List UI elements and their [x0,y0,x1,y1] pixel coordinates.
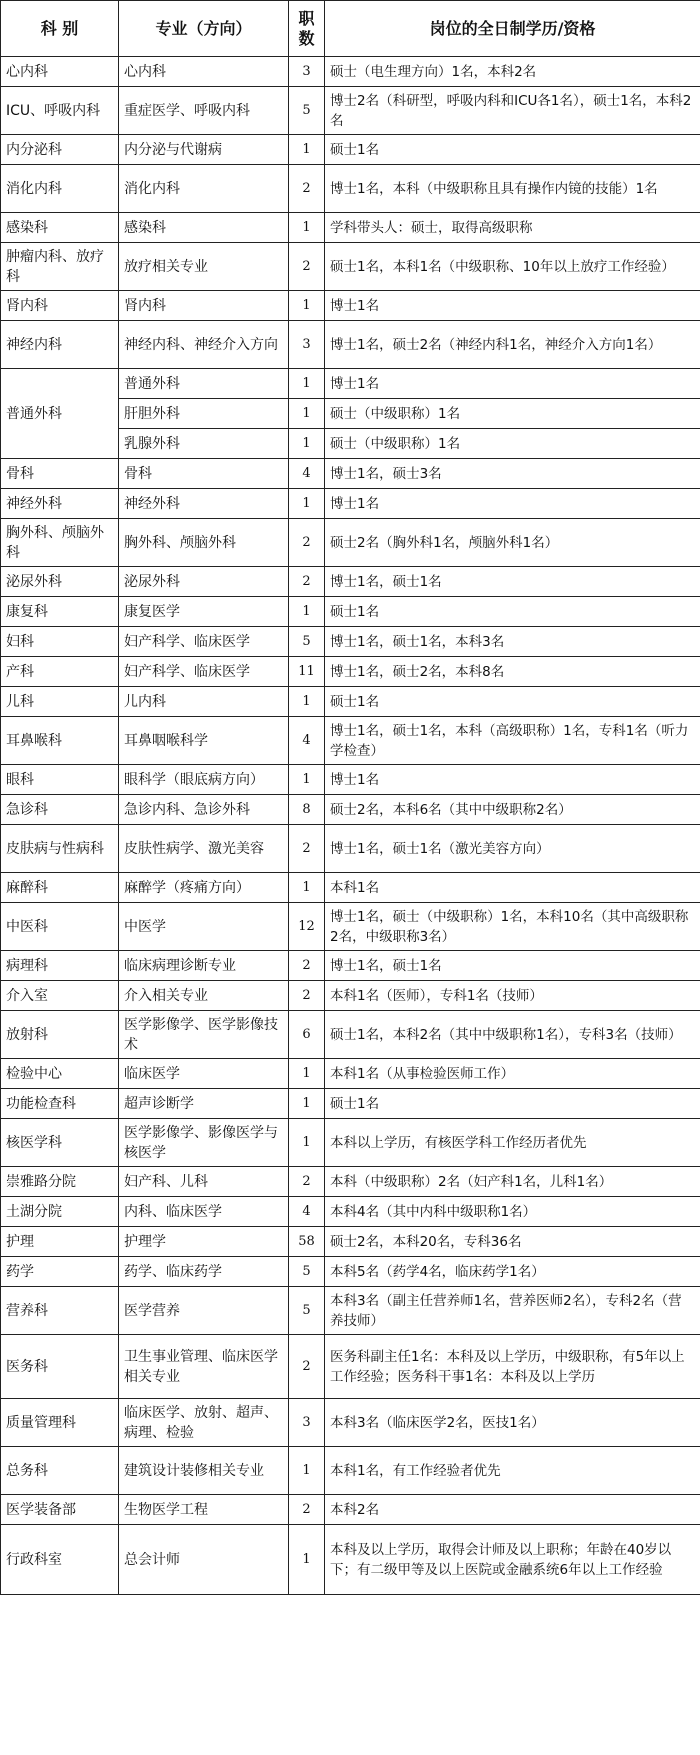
major-cell: 妇产科学、临床医学 [119,657,289,687]
major-cell: 感染科 [119,213,289,243]
dept-cell: 妇科 [1,627,119,657]
requirement-cell: 博士1名，硕士（中级职称）1名，本科10名（其中高级职称2名，中级职称3名） [325,903,700,951]
table-row [1,1011,700,1059]
count-cell: 1 [289,1089,325,1119]
dept-cell: 行政科室 [1,1525,119,1595]
dept-cell: 肾内科 [1,291,119,321]
dept-cell: 麻醉科 [1,873,119,903]
major-cell: 普通外科 [119,369,289,399]
table-row [1,519,700,567]
requirement-cell: 医务科副主任1名：本科及以上学历，中级职称，有5年以上工作经验；医务科干事1名：本科及以上学历 [325,1335,700,1399]
requirement-cell: 硕士2名，本科20名，专科36名 [325,1227,700,1257]
major-cell: 康复医学 [119,597,289,627]
count-cell: 5 [289,87,325,135]
dept-cell: 肿瘤内科、放疗科 [1,243,119,291]
major-cell: 卫生事业管理、临床医学相关专业 [119,1335,289,1399]
table-row [1,657,700,687]
requirement-cell: 博士1名，硕士2名，本科8名 [325,657,700,687]
count-cell: 1 [289,1525,325,1595]
count-cell: 5 [289,627,325,657]
header-count: 职数 [289,1,325,57]
table-row [1,873,700,903]
header-major: 专业（方向） [119,1,289,57]
dept-cell: 神经外科 [1,489,119,519]
dept-cell: 中医科 [1,903,119,951]
table-row [1,1447,700,1495]
dept-cell: 消化内科 [1,165,119,213]
table-row [1,597,700,627]
count-cell: 12 [289,903,325,951]
requirement-cell: 本科3名（临床医学2名，医技1名） [325,1399,700,1447]
count-cell: 2 [289,165,325,213]
count-cell: 2 [289,519,325,567]
dept-cell: 药学 [1,1257,119,1287]
table-row [1,1059,700,1089]
table-row [1,1089,700,1119]
requirement-cell: 硕士1名，本科2名（其中中级职称1名），专科3名（技师） [325,1011,700,1059]
requirement-cell: 博士1名，硕士1名，本科3名 [325,627,700,657]
dept-cell: 康复科 [1,597,119,627]
table-row [1,627,700,657]
table-row [1,321,700,369]
count-cell: 1 [289,213,325,243]
requirement-cell: 博士1名，本科（中级职称且具有操作内镜的技能）1名 [325,165,700,213]
table-row [1,795,700,825]
table-row [1,1335,700,1399]
dept-cell: 放射科 [1,1011,119,1059]
major-cell: 护理学 [119,1227,289,1257]
major-cell: 儿内科 [119,687,289,717]
dept-cell: 胸外科、颅脑外科 [1,519,119,567]
major-cell: 乳腺外科 [119,429,289,459]
major-cell: 眼科学（眼底病方向） [119,765,289,795]
table-row [1,1197,700,1227]
count-cell: 3 [289,321,325,369]
dept-cell: 营养科 [1,1287,119,1335]
dept-cell: 病理科 [1,951,119,981]
dept-cell: 神经内科 [1,321,119,369]
count-cell: 2 [289,981,325,1011]
count-cell: 3 [289,57,325,87]
table-row [1,1227,700,1257]
dept-cell: ICU、呼吸内科 [1,87,119,135]
requirement-cell: 博士1名 [325,765,700,795]
count-cell: 1 [289,765,325,795]
table-row [1,165,700,213]
major-cell: 耳鼻咽喉科学 [119,717,289,765]
requirement-cell: 博士1名 [325,489,700,519]
count-cell: 1 [289,135,325,165]
major-cell: 骨科 [119,459,289,489]
table-row [1,1399,700,1447]
major-cell: 心内科 [119,57,289,87]
count-cell: 5 [289,1287,325,1335]
dept-cell: 骨科 [1,459,119,489]
table-row [1,135,700,165]
table-row [1,687,700,717]
major-cell: 胸外科、颅脑外科 [119,519,289,567]
major-cell: 重症医学、呼吸内科 [119,87,289,135]
table-row [1,1167,700,1197]
dept-cell: 耳鼻喉科 [1,717,119,765]
requirement-cell: 博士1名，硕士2名（神经内科1名，神经介入方向1名） [325,321,700,369]
major-cell: 建筑设计装修相关专业 [119,1447,289,1495]
requirement-cell: 博士1名，硕士1名 [325,567,700,597]
count-cell: 1 [289,873,325,903]
table-row [1,825,700,873]
requirement-cell: 本科1名 [325,873,700,903]
count-cell: 1 [289,597,325,627]
dept-cell: 急诊科 [1,795,119,825]
count-cell: 1 [289,369,325,399]
major-cell: 泌尿外科 [119,567,289,597]
requirement-cell: 硕士1名 [325,135,700,165]
requirement-cell: 硕士（中级职称）1名 [325,429,700,459]
dept-cell: 总务科 [1,1447,119,1495]
dept-cell: 核医学科 [1,1119,119,1167]
requirement-cell: 博士1名 [325,291,700,321]
table-row [1,903,700,951]
requirement-cell: 博士1名 [325,369,700,399]
table-row [1,1119,700,1167]
dept-cell: 普通外科 [1,369,119,459]
requirement-cell: 硕士1名，本科1名（中级职称、10年以上放疗工作经验） [325,243,700,291]
table-row [1,1287,700,1335]
count-cell: 2 [289,1335,325,1399]
major-cell: 消化内科 [119,165,289,213]
count-cell: 11 [289,657,325,687]
dept-cell: 眼科 [1,765,119,795]
requirement-cell: 硕士（电生理方向）1名，本科2名 [325,57,700,87]
dept-cell: 医务科 [1,1335,119,1399]
count-cell: 1 [289,687,325,717]
requirement-cell: 博士1名，硕士1名，本科（高级职称）1名，专科1名（听力学检查） [325,717,700,765]
major-cell: 妇产科、儿科 [119,1167,289,1197]
count-cell: 1 [289,399,325,429]
count-cell: 4 [289,1197,325,1227]
table-row [1,717,700,765]
count-cell: 2 [289,243,325,291]
table-row [1,1525,700,1595]
requirement-cell: 本科（中级职称）2名（妇产科1名，儿科1名） [325,1167,700,1197]
table-row [1,57,700,87]
dept-cell: 感染科 [1,213,119,243]
major-cell: 内科、临床医学 [119,1197,289,1227]
header-dept: 科 别 [1,1,119,57]
major-cell: 临床医学、放射、超声、病理、检验 [119,1399,289,1447]
major-cell: 皮肤性病学、激光美容 [119,825,289,873]
count-cell: 58 [289,1227,325,1257]
requirement-cell: 博士2名（科研型，呼吸内科和ICU各1名），硕士1名，本科2名 [325,87,700,135]
dept-cell: 产科 [1,657,119,687]
major-cell: 中医学 [119,903,289,951]
table-row [1,981,700,1011]
dept-cell: 土湖分院 [1,1197,119,1227]
requirement-cell: 硕士（中级职称）1名 [325,399,700,429]
dept-cell: 护理 [1,1227,119,1257]
count-cell: 2 [289,1167,325,1197]
dept-cell: 检验中心 [1,1059,119,1089]
count-cell: 1 [289,429,325,459]
count-cell: 1 [289,1447,325,1495]
count-cell: 4 [289,459,325,489]
count-cell: 3 [289,1399,325,1447]
table-row [1,213,700,243]
count-cell: 1 [289,291,325,321]
count-cell: 8 [289,795,325,825]
table-row [1,243,700,291]
major-cell: 妇产科学、临床医学 [119,627,289,657]
requirement-cell: 本科1名（医师），专科1名（技师） [325,981,700,1011]
dept-cell: 功能检查科 [1,1089,119,1119]
requirement-cell: 学科带头人：硕士，取得高级职称 [325,213,700,243]
requirement-cell: 本科5名（药学4名，临床药学1名） [325,1257,700,1287]
requirement-cell: 本科3名（副主任营养师1名，营养医师2名），专科2名（营养技师） [325,1287,700,1335]
dept-cell: 崇雅路分院 [1,1167,119,1197]
major-cell: 医学影像学、医学影像技术 [119,1011,289,1059]
requirement-cell: 博士1名，硕士1名（激光美容方向） [325,825,700,873]
major-cell: 神经内科、神经介入方向 [119,321,289,369]
count-cell: 1 [289,489,325,519]
dept-cell: 介入室 [1,981,119,1011]
table-row [1,951,700,981]
table-row [1,765,700,795]
table-row [1,1257,700,1287]
requirement-cell: 本科1名，有工作经验者优先 [325,1447,700,1495]
major-cell: 总会计师 [119,1525,289,1595]
major-cell: 临床病理诊断专业 [119,951,289,981]
count-cell: 2 [289,567,325,597]
requirement-cell: 博士1名，硕士1名 [325,951,700,981]
requirement-cell: 本科及以上学历，取得会计师及以上职称；年龄在40岁以下；有二级甲等及以上医院或金融系统6年以上工作经验 [325,1525,700,1595]
header-requirement: 岗位的全日制学历/资格 [325,1,700,57]
major-cell: 超声诊断学 [119,1089,289,1119]
requirement-cell: 硕士2名，本科6名（其中中级职称2名） [325,795,700,825]
major-cell: 生物医学工程 [119,1495,289,1525]
major-cell: 药学、临床药学 [119,1257,289,1287]
major-cell: 神经外科 [119,489,289,519]
table-row [1,489,700,519]
major-cell: 医学营养 [119,1287,289,1335]
requirement-cell: 硕士1名 [325,687,700,717]
dept-cell: 泌尿外科 [1,567,119,597]
requirement-cell: 硕士2名（胸外科1名，颅脑外科1名） [325,519,700,567]
requirement-cell: 本科以上学历，有核医学科工作经历者优先 [325,1119,700,1167]
count-cell: 1 [289,1119,325,1167]
count-cell: 2 [289,951,325,981]
major-cell: 肝胆外科 [119,399,289,429]
table-row [1,459,700,489]
count-cell: 6 [289,1011,325,1059]
major-cell: 肾内科 [119,291,289,321]
table-row [1,1495,700,1525]
major-cell: 内分泌与代谢病 [119,135,289,165]
table-row [1,291,700,321]
major-cell: 临床医学 [119,1059,289,1089]
count-cell: 5 [289,1257,325,1287]
count-cell: 4 [289,717,325,765]
table-row [1,369,700,399]
major-cell: 麻醉学（疼痛方向） [119,873,289,903]
count-cell: 1 [289,1059,325,1089]
requirement-cell: 硕士1名 [325,1089,700,1119]
dept-cell: 医学装备部 [1,1495,119,1525]
requirement-cell: 硕士1名 [325,597,700,627]
dept-cell: 儿科 [1,687,119,717]
table-row [1,567,700,597]
major-cell: 介入相关专业 [119,981,289,1011]
table-header-row [1,1,700,57]
dept-cell: 质量管理科 [1,1399,119,1447]
dept-cell: 内分泌科 [1,135,119,165]
requirement-cell: 本科4名（其中内科中级职称1名） [325,1197,700,1227]
dept-cell: 皮肤病与性病科 [1,825,119,873]
dept-cell: 心内科 [1,57,119,87]
major-cell: 放疗相关专业 [119,243,289,291]
count-cell: 2 [289,1495,325,1525]
requirement-cell: 本科2名 [325,1495,700,1525]
major-cell: 医学影像学、影像医学与核医学 [119,1119,289,1167]
major-cell: 急诊内科、急诊外科 [119,795,289,825]
table-row [1,87,700,135]
requirement-cell: 博士1名，硕士3名 [325,459,700,489]
count-cell: 2 [289,825,325,873]
requirement-cell: 本科1名（从事检验医师工作） [325,1059,700,1089]
